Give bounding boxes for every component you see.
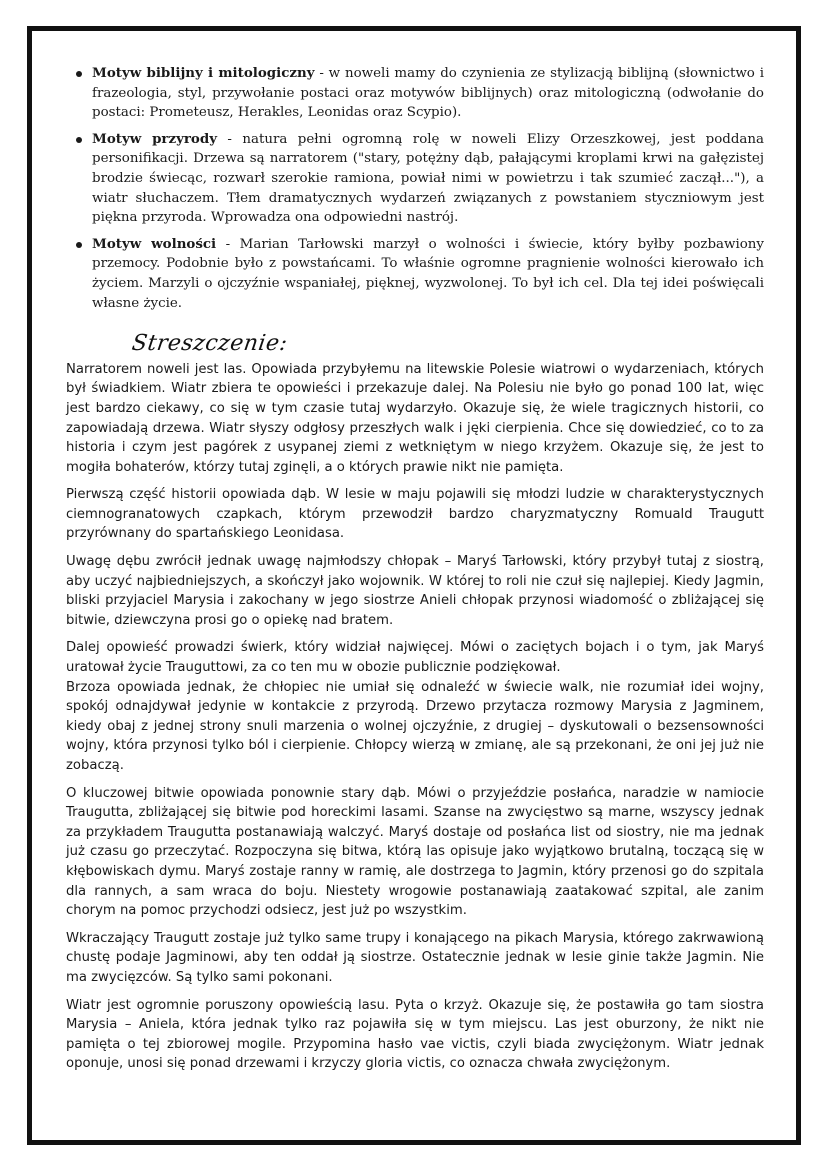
document-content — [66, 64, 764, 1082]
list-item — [92, 235, 764, 313]
motifs-list — [66, 64, 764, 313]
summary-paragraph: Dalej opowieść prowadzi świerk, który widział najwięcej. Mówi o zaciętych bojach i o tym, jak Maryś uratował życie Trauguttowi, za co ten mu w obozie publicznie podziękował. — [66, 640, 764, 676]
motif-title: Motyw wolności — [92, 235, 217, 252]
list-item — [92, 64, 764, 123]
summary-paragraph: O kluczowej bitwie opowiada ponownie stary dąb. Mówi o przyjeździe posłańca, naradzie w namiocie Traugutta, zbliżającej się bitwie pod horeckimi lasami. Szanse na zwycięstwo są marne, wszyscy jednak za przykładem Traugutta postanawiają walczyć. Maryś dostaje od posłańca list od siostry, nie ma jednak już czasu go przeczytać. Rozpoczyna się bitwa, którą las opisuje jako wyjątkowo brutalną, toczącą się w kłębowiskach dymu. Maryś zostaje ranny w ramię, ale dostrzega to Jagmin, który przenosi go do szpitala dla rannych, a sam wraca do boju. Niestety wrogowie postanawiają zaatakować szpital, ale zanim chorym na pomoc przychodzi odsiecz, jest już po wszystkim. — [66, 785, 764, 919]
motif-title: Motyw biblijny i mitologiczny — [92, 65, 315, 81]
motif-title: Motyw przyrody — [92, 130, 218, 147]
motif-text: - natura pełni ogromną rolę w noweli Elizy Orzeszkowej, jest poddana personifikacji. Drzewa są narratorem ("stary, potężny dąb, pałającymi kroplami krwi na gałęzistej brodzie świecąc, rozwarł szerokie ramiona, powiał nimi w powietrzu i tak szumieć zaczął..."), a wiatr słuchaczem. Tłem dramatycznych wydarzeń związanych z powstaniem styczniowym jest piękna przyroda. Wprowadza ona odpowiedni nastrój. — [92, 131, 764, 226]
list-item — [92, 130, 764, 228]
summary-paragraph: Narratorem noweli jest las. Opowiada przybyłemu na litewskie Polesie wiatrowi o wydarzeniach, których był świadkiem. Wiatr zbiera te opowieści i przekazuje dalej. Na Polesiu nie było go ponad 100 lat, więc jest bardzo ciekawy, co się w tym czasie tutaj wydarzyło. Okazuje się, że wiele tragicznych historii, co zapowiadają drzewa. Wiatr słyszy odgłosy przeszłych walk i jęki cierpienia. Chce się dowiedzieć, co to za historia i czym jest pagórek z usypanej ziemi z wetkniętym w niego krzyżem. Okazuje się, że jest to mogiła bohaterów, którzy tutaj zginęli, a o których prawie nikt nie pamięta. — [66, 361, 764, 475]
summary-body — [66, 360, 764, 1074]
summary-paragraph: Brzoza opowiada jednak, że chłopiec nie umiał się odnaleźć w świecie walk, nie rozumiał idei wojny, spokój odnajdywał jedynie w kontakcie z przyrodą. Drzewo przytacza rozmowy Marysia z Jagminem, kiedy obaj z jednej strony snuli marzenia o wolnej ojczyźnie, z drugiej – dyskutowali o bezsensowności wojny, która przynosi tylko ból i cierpienie. Chłopcy wierzą w zmianę, ale są przekonani, że oni jej już nie zobaczą. — [66, 679, 764, 773]
summary-paragraph: Wkraczający Traugutt zostaje już tylko same trupy i konającego na pikach Marysia, którego zakrwawioną chustę podaje Jagminowi, aby ten oddał ją siostrze. Ostatecznie jednak w lesie ginie także Jagmin. Nie ma zwycięzców. Są tylko sami pokonani. — [66, 930, 764, 985]
summary-heading: Streszczenie: — [130, 331, 290, 357]
motif-text: - Marian Tarłowski marzył o wolności i świecie, który byłby pozbawiony przemocy. Podobnie było z powstańcami. To właśnie ogromne pragnienie wolności kierowało ich życiem. Marzyli o ojczyźnie wspaniałej, pięknej, wyzwolonej. To był ich cel. Dla tej idei poświęcali własne życie. — [92, 236, 764, 311]
motif-text: - w noweli mamy do czynienia ze stylizacją biblijną (słownictwo i frazeologia, styl, przywołanie postaci oraz motywów biblijnych) oraz mitologiczną (odwołanie do postaci: Prometeusz, Herakles, Leonidas oraz Scypio). — [92, 66, 764, 121]
summary-paragraph: Uwagę dębu zwrócił jednak uwagę najmłodszy chłopak – Maryś Tarłowski, który przybył tutaj z siostrą, aby uczyć najbiedniejszych, a skończył jako wojownik. W której to roli nie czuł się najlepiej. Kiedy Jagmin, bliski przyjaciel Marysia i zakochany w jego siostrze Anieli chłopak przynosi wiadomość o zbliżającej się bitwie, dziewczyna prosi go o opiekę nad bratem. — [66, 554, 764, 628]
summary-paragraph: Pierwszą część historii opowiada dąb. W lesie w maju pojawili się młodzi ludzie w charakterystycznych ciemnogranatowych czapkach, którym przewodził bardzo charyzmatyczny Romuald Traugutt przyrównany do spartańskiego Leonidasa. — [66, 487, 764, 542]
summary-paragraph: Wiatr jest ogromnie poruszony opowieścią lasu. Pyta o krzyż. Okazuje się, że postawiła go tam siostra Marysia – Aniela, która jednak tylko raz pojawiła się w tym miejscu. Las jest oburzony, że nikt nie pamięta o tej zbiorowej mogile. Przypomina hasło vae victis, czyli biada zwyciężonym. Wiatr jednak oponuje, unosi się ponad drzewami i krzyczy gloria victis, co oznacza chwała zwyciężonym. — [66, 997, 764, 1072]
